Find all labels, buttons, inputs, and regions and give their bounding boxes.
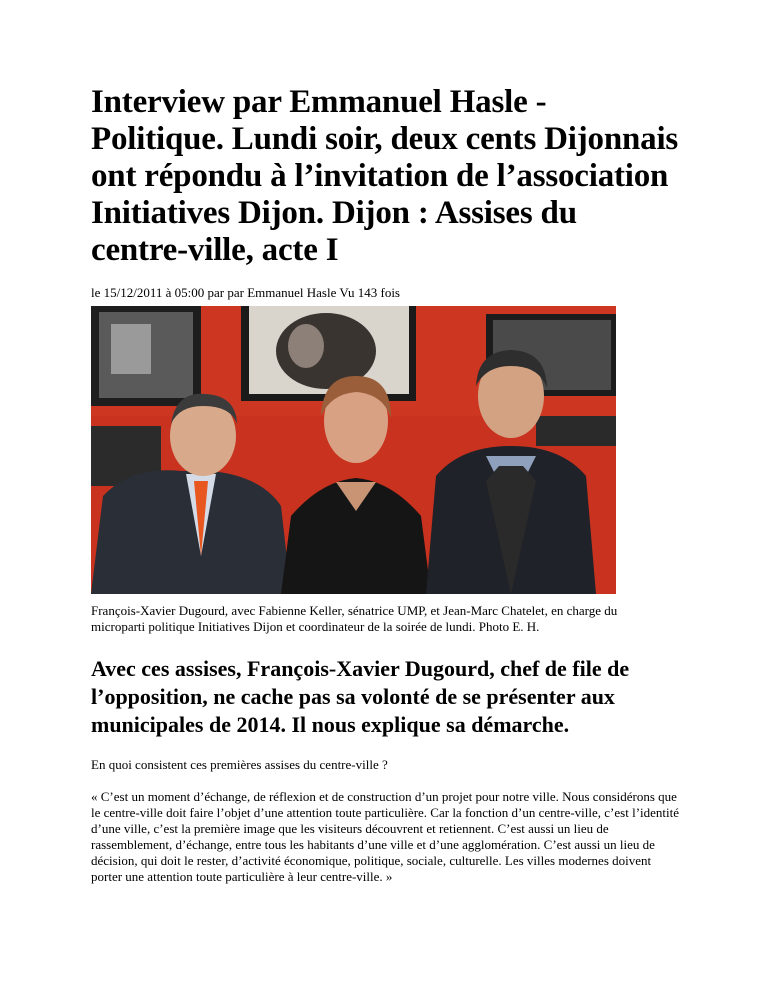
photo-caption: François-Xavier Dugourd, avec Fabienne Keller, sénatrice UMP, et Jean-Marc Chatelet, en charge du microparti politique Initiatives Dijon et coordinateur de la soirée de lundi. Photo E. H. [91,603,618,634]
interview-question: En quoi consistent ces premières assises du centre-ville ? [91,757,388,772]
interview-answer: « C’est un moment d’échange, de réflexion et de construction d’un projet pour notre ville. Nous considérons que le centre-ville doit faire l’objet d’une attention toute particulière. Car la fonction d’un centre-ville, c’est l’identité d’une ville, c’est la première image que les visiteurs découvrent et retiennent. C’est aussi un lieu de rassemblement, d’échange, entre tous les habitants d’une ville et d’une agglomération. C’est aussi un lieu de décision, qui doit le rester, d’activité économique, politique, sociale, culturelle. Les villes modernes doivent porter une attention toute particulière à leur centre-ville. » [91,789,680,884]
article-photo [91,306,616,594]
article-title: Interview par Emmanuel Hasle - Politique. Lundi soir, deux cents Dijonnais ont répondu à l’invitation de l’association Initiatives Dijon. Dijon : Assises du centre-ville, acte I [91,84,679,268]
article-subtitle: Avec ces assises, François-Xavier Dugourd, chef de file de l’opposition, ne cache pas sa volonté de se présenter aux municipales de 2014. Il nous explique sa démarche. [91,656,630,737]
article [91,84,681,885]
article-meta: le 15/12/2011 à 05:00 par par Emmanuel Hasle Vu 143 fois [91,285,400,300]
photo-illustration [91,306,616,594]
